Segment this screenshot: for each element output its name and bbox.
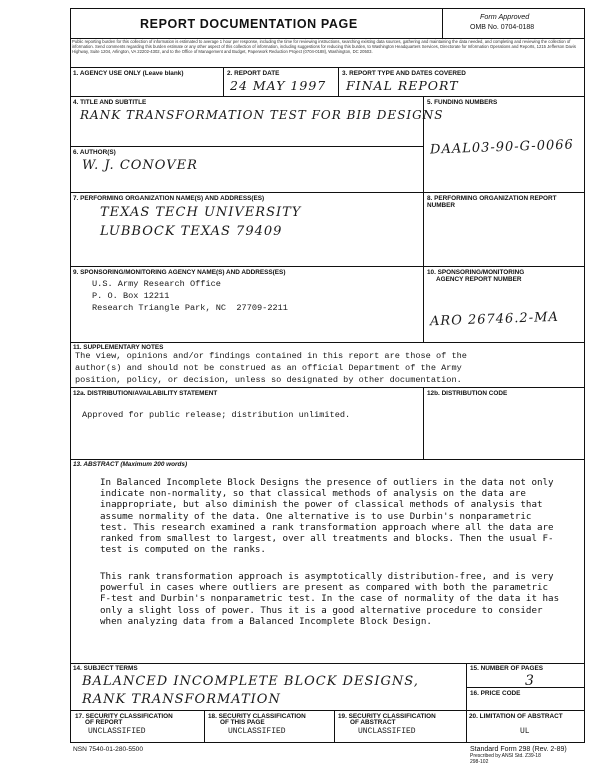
abstract-paragraph-2: This rank transformation approach is asymptotically distribution-free, and is very powerful in cases where outliers are present as compared with both the parametric F-test and Durbin's nonparametric test. In the case of normality of the data it has only a slight loss of power. Thus it is a good alternative procedure to consider when analyzing data from a Balanced Incomplete Block Design. [100, 571, 560, 627]
limitation-label: 20. LIMITATION OF ABSTRACT [469, 713, 563, 720]
limitation-value: UL [520, 727, 530, 736]
distribution-value: Approved for public release; distribution unlimited. [82, 410, 351, 420]
sponsor-line1: U.S. Army Research Office [92, 279, 221, 289]
report-date-label: 2. REPORT DATE [227, 70, 280, 77]
report-documentation-form [70, 8, 585, 765]
supp-notes-line1: The view, opinions and/or findings contained in this report are those of the [75, 351, 467, 361]
report-type-value: FINAL REPORT [346, 78, 459, 93]
num-pages-value: 3 [525, 673, 535, 689]
sponsor-report-value: ARO 26746.2-MA [429, 309, 560, 330]
form-approved-label: Form Approved [480, 12, 530, 21]
sec19-label-2: OF ABSTRACT [350, 719, 396, 726]
form-code: 298-102 [470, 759, 489, 765]
title-value: RANK TRANSFORMATION TEST FOR BIB DESIGNS [80, 108, 444, 122]
sec18-label-2: OF THIS PAGE [220, 719, 265, 726]
agency-use-label: 1. AGENCY USE ONLY (Leave blank) [73, 70, 184, 77]
sponsor-report-label-1: 10. SPONSORING/MONITORING [427, 269, 525, 276]
perf-org-line2: LUBBOCK TEXAS 79409 [100, 224, 283, 239]
subject-terms-line2: RANK TRANSFORMATION [82, 692, 281, 707]
perf-report-label: 8. PERFORMING ORGANIZATION REPORT NUMBER [427, 195, 557, 209]
sponsor-label: 9. SPONSORING/MONITORING AGENCY NAME(S) AND ADDRESS(ES) [73, 269, 286, 276]
sponsor-line3: Research Triangle Park, NC 27709-2211 [92, 303, 288, 313]
distribution-code-label: 12b. DISTRIBUTION CODE [427, 390, 508, 397]
standard-form: Standard Form 298 (Rev. 2-89) [470, 746, 567, 753]
burden-notice: Public reporting burden for this collection of information is estimated to average 1 hour per response, including the time for reviewing instructions, searching existing data sources, gathering and maintaining the data needed, and completing and reviewing the collection of information. Send comments regarding this burden estimate or any other aspect of this collection of information, including suggestions for reducing this burden, to Washington Headquarters Services, Directorate for Information Operations and Reports, 1215 Jefferson Davis Highway, Suite 1204, Arlington, VA 22202-4302, and to the Office of Management and Budget, Paperwork Reduction Project (0704-0188), Washington, DC 20503. [72, 39, 576, 54]
report-date-value: 24 MAY 1997 [230, 78, 327, 93]
authors-value: W. J. CONOVER [82, 158, 198, 173]
supp-notes-line2: author(s) and should not be construed as an official Department of the Army [75, 363, 462, 373]
sec17-label-2: OF REPORT [85, 719, 123, 726]
omb-number: OMB No. 0704-0188 [470, 24, 535, 31]
nsn-number: NSN 7540-01-280-5500 [73, 746, 144, 753]
abstract-label: 13. ABSTRACT (Maximum 200 words) [73, 461, 188, 468]
supp-notes-line3: position, policy, or decision, unless so designated by other documentation. [75, 375, 462, 385]
sec19-label-1: 19. SECURITY CLASSIFICATION [338, 713, 436, 720]
report-type-label: 3. REPORT TYPE AND DATES COVERED [342, 70, 466, 77]
num-pages-label: 15. NUMBER OF PAGES [470, 665, 544, 672]
sec17-label-1: 17. SECURITY CLASSIFICATION [75, 713, 173, 720]
funding-value: DAAL03-90-G-0066 [429, 137, 575, 158]
sec17-value: UNCLASSIFIED [88, 727, 146, 736]
distribution-label: 12a. DISTRIBUTION/AVAILABILITY STATEMENT [73, 390, 218, 397]
subject-terms-line1: BALANCED INCOMPLETE BLOCK DESIGNS, [82, 674, 419, 689]
subject-terms-label: 14. SUBJECT TERMS [73, 665, 138, 672]
prescribed-by: Prescribed by ANSI Std. Z39-18 [470, 753, 541, 759]
abstract-paragraph-1: In Balanced Incomplete Block Designs the presence of outliers in the data not only indicate non-normality, so that classical methods of analysis on the data are inappropriate, but also diminish the power of classical methods of analysis that assume normality of the data. One alternative is to use Durbin's nonparametric test. This research examined a rank transformation approach where all the data are ranked from smallest to largest, over all treatments and blocks. Then the usual F-test is computed on the ranks. [100, 477, 554, 556]
funding-label: 5. FUNDING NUMBERS [427, 99, 498, 106]
form-title: REPORT DOCUMENTATION PAGE [140, 17, 358, 31]
sec19-value: UNCLASSIFIED [358, 727, 416, 736]
supp-notes-label: 11. SUPPLEMENTARY NOTES [73, 344, 164, 351]
perf-org-label: 7. PERFORMING ORGANIZATION NAME(S) AND ADDRESS(ES) [73, 195, 265, 202]
sec18-value: UNCLASSIFIED [228, 727, 286, 736]
authors-label: 6. AUTHOR(S) [73, 149, 116, 156]
sponsor-report-label-2: AGENCY REPORT NUMBER [436, 276, 522, 283]
title-label: 4. TITLE AND SUBTITLE [73, 99, 147, 106]
sponsor-line2: P. O. Box 12211 [92, 291, 170, 301]
price-code-label: 16. PRICE CODE [470, 690, 521, 697]
perf-org-line1: TEXAS TECH UNIVERSITY [100, 205, 302, 220]
sec18-label-1: 18. SECURITY CLASSIFICATION [208, 713, 306, 720]
